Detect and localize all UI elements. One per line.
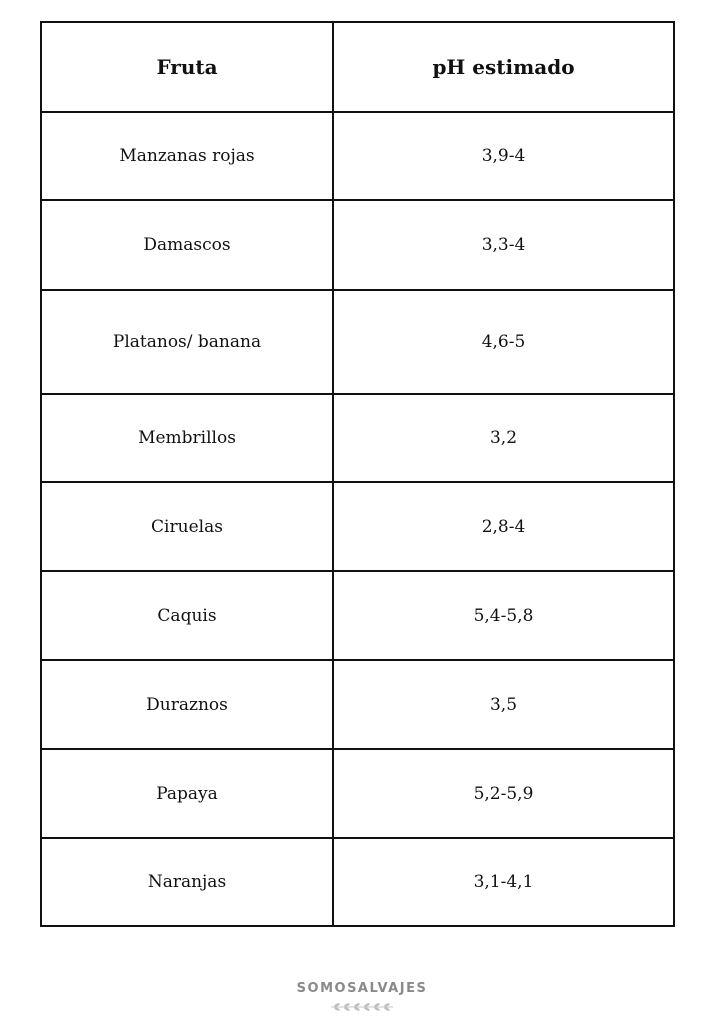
ph-cell: 4,6-5 bbox=[333, 290, 674, 394]
ph-cell: 5,2-5,9 bbox=[333, 749, 674, 838]
fruit-cell: Papaya bbox=[41, 749, 333, 838]
table-row bbox=[41, 200, 674, 290]
ph-cell: 3,1-4,1 bbox=[333, 838, 674, 926]
fruit-cell: Manzanas rojas bbox=[41, 112, 333, 200]
fruit-cell: Membrillos bbox=[41, 394, 333, 482]
table-row bbox=[41, 838, 674, 926]
fruit-cell: Naranjas bbox=[41, 838, 333, 926]
ph-cell: 3,3-4 bbox=[333, 200, 674, 290]
fruit-ph-table bbox=[40, 21, 675, 927]
header-ph: pH estimado bbox=[333, 22, 674, 112]
table-row bbox=[41, 482, 674, 571]
table-row bbox=[41, 290, 674, 394]
leaf-branch-icon bbox=[327, 1002, 397, 1012]
ph-cell: 3,9-4 bbox=[333, 112, 674, 200]
table-row bbox=[41, 571, 674, 660]
ph-cell: 2,8-4 bbox=[333, 482, 674, 571]
fruit-cell: Caquis bbox=[41, 571, 333, 660]
table-row bbox=[41, 394, 674, 482]
ph-cell: 5,4-5,8 bbox=[333, 571, 674, 660]
fruit-cell: Ciruelas bbox=[41, 482, 333, 571]
brand-logo-text: SOMOSALVAJES bbox=[296, 981, 428, 996]
table-row bbox=[41, 112, 674, 200]
fruit-cell: Duraznos bbox=[41, 660, 333, 749]
header-fruit: Fruta bbox=[41, 22, 333, 112]
fruit-cell: Damascos bbox=[41, 200, 333, 290]
ph-cell: 3,2 bbox=[333, 394, 674, 482]
table-header-row bbox=[41, 22, 674, 112]
fruit-cell: Platanos/ banana bbox=[41, 290, 333, 394]
table-row bbox=[41, 749, 674, 838]
ph-cell: 3,5 bbox=[333, 660, 674, 749]
table-row bbox=[41, 660, 674, 749]
